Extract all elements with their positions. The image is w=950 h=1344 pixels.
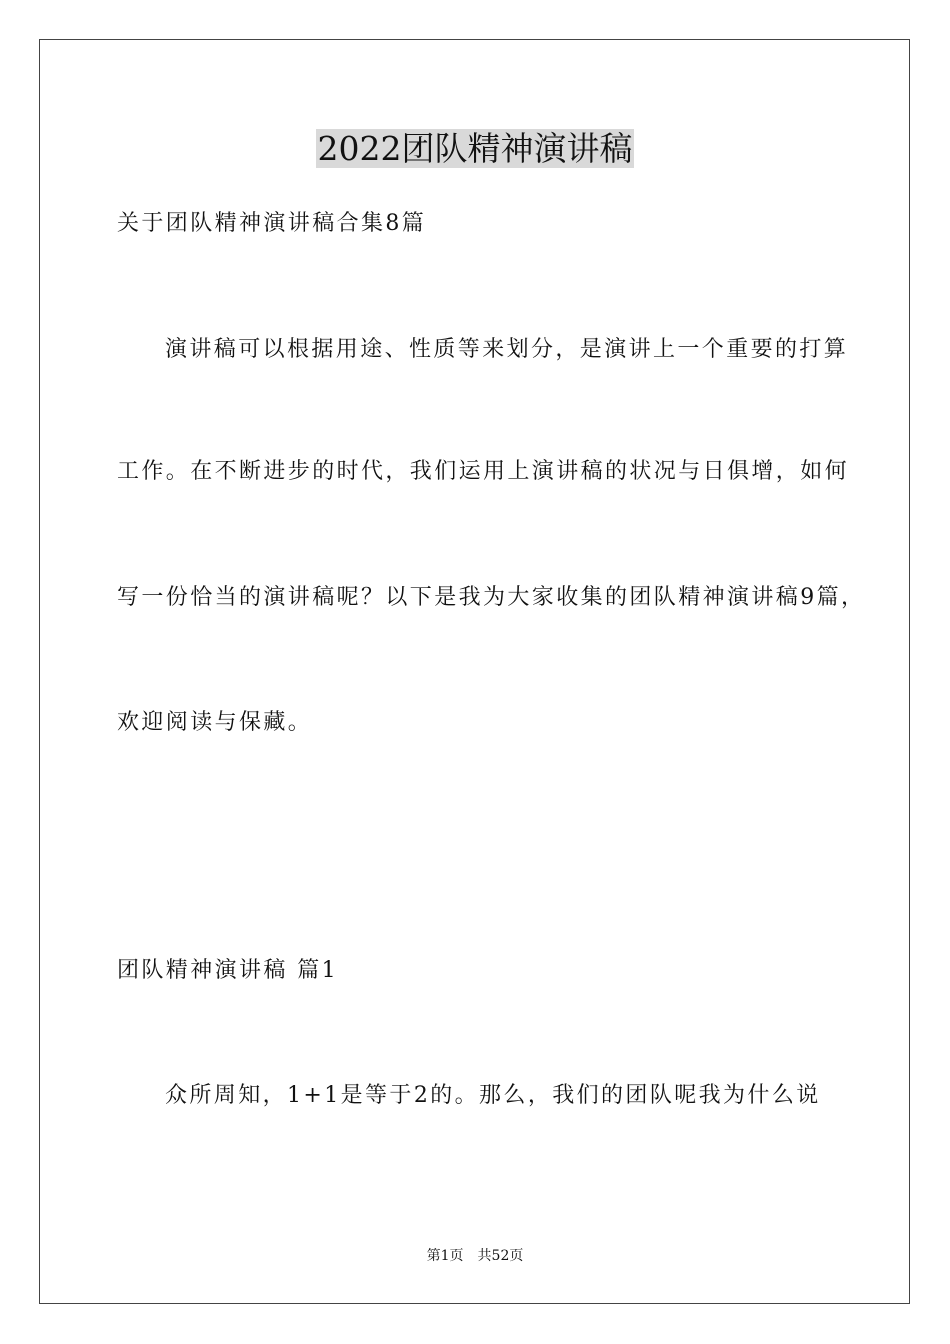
intro-paragraph-line: 工作。在不断进步的时代，我们运用上演讲稿的状况与日俱增，如何 [117, 459, 850, 484]
document-title-text: 2022团队精神演讲稿 [317, 129, 633, 168]
section-paragraph-line: 众所周知，1+1是等于2的。那么，我们的团队呢我为什么说 [165, 1083, 821, 1108]
intro-paragraph-line: 欢迎阅读与保藏。 [117, 710, 313, 735]
document-subtitle: 关于团队精神演讲稿合集8篇 [117, 211, 427, 236]
intro-paragraph-line: 演讲稿可以根据用途、性质等来划分，是演讲上一个重要的打算 [165, 337, 849, 362]
intro-paragraph-line: 写一份恰当的演讲稿呢？以下是我为大家收集的团队精神演讲稿9篇， [117, 585, 866, 610]
section-heading: 团队精神演讲稿 篇1 [117, 958, 338, 983]
document-title [0, 128, 950, 170]
page-footer: 第1页 共52页 [426, 1248, 524, 1264]
